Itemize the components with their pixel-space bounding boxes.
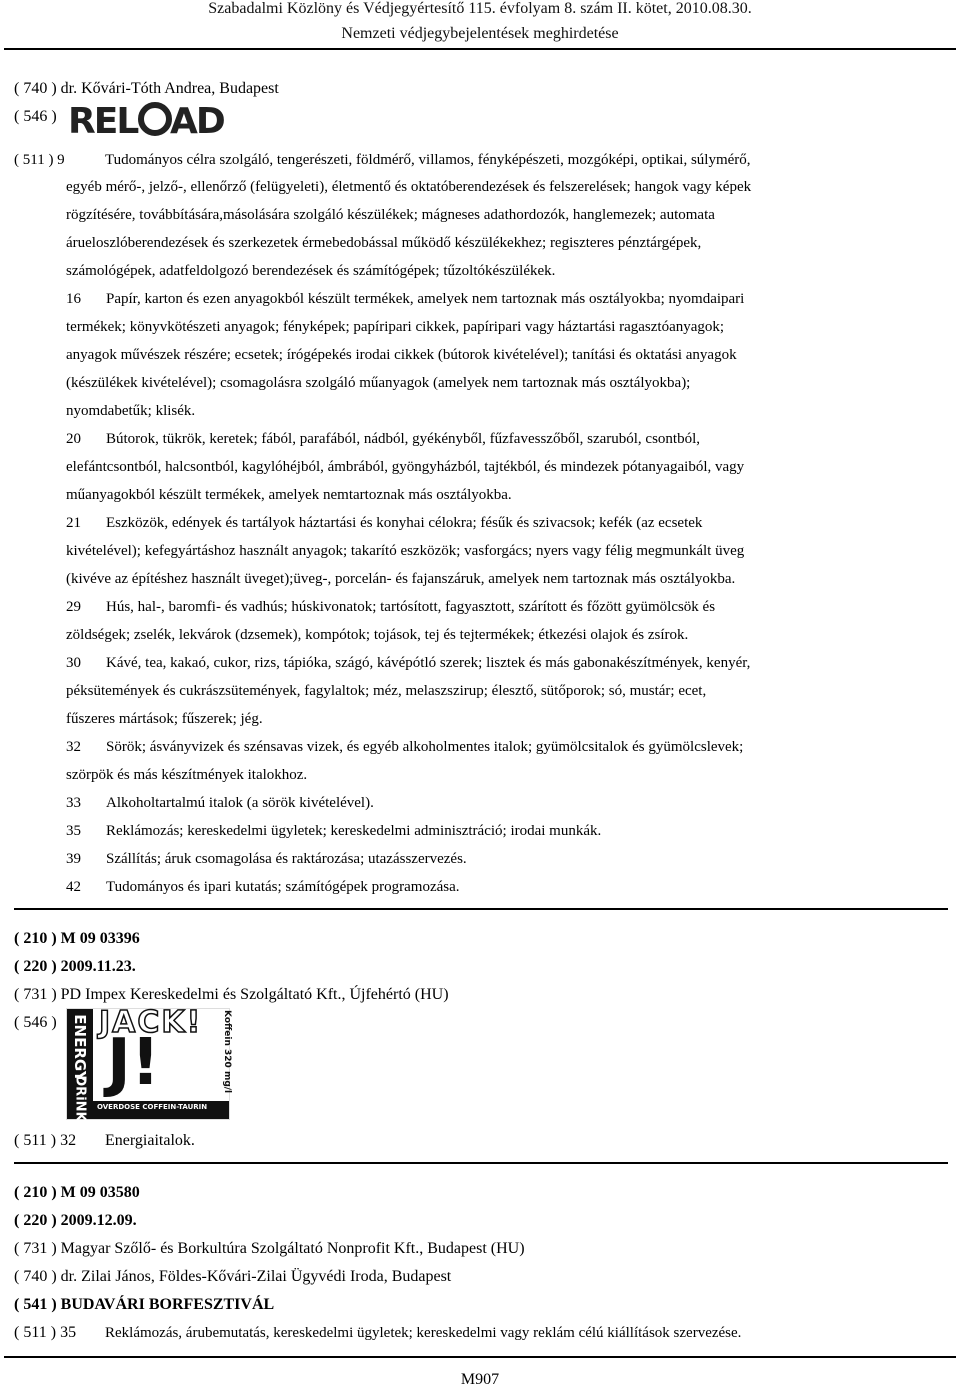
logo-jack-text: JACK! xyxy=(99,1005,203,1040)
header-subtitle: Nemzeti védjegybejelentések meghirdetése xyxy=(341,25,619,42)
class9-line: rögzítésére, továbbítására,másolására szolgáló készülékek; mágneses adathordozók, hanglemezek; automata xyxy=(66,207,715,223)
footer-rule xyxy=(4,1356,956,1358)
class-30-line: péksütemények és cukrászsütemények, fagylaltok; méz, melaszszirup; élesztő, sütőporok; só, mustár; ecet, xyxy=(66,683,707,699)
class-29-line: zöldségek; zselék, lekvárok (dzsemek), kompótok; tojások, tej és tejtermékek; étkezési olajok és zsírok. xyxy=(66,627,689,643)
class-text: Hús, hal-, baromfi- és vadhús; húskivonatok; tartósított, fagyasztott, szárított és főzött gyümölcsök és xyxy=(106,599,716,615)
svg-text:AD: AD xyxy=(170,101,224,142)
logo-energy-text: ENERGY xyxy=(71,1014,89,1082)
class-text: Alkoholtartalmú italok (a sörök kivételével). xyxy=(106,795,374,811)
page-number: M907 xyxy=(460,1371,500,1388)
logo-big-letter: J! xyxy=(107,1026,160,1100)
entry2-field-511-text: Energiaitalok. xyxy=(105,1132,195,1149)
class-number: 42 xyxy=(66,879,81,895)
class-text: Sörök; ásványvizek és szénsavas vizek, és egyéb alkoholmentes italok; gyümölcsitalok és gyümölcslevek; xyxy=(106,739,744,755)
class-20-line xyxy=(66,430,700,448)
class-30-line xyxy=(66,654,750,672)
class-21-line xyxy=(66,514,702,532)
entry2-field-546-label: ( 546 ) xyxy=(14,1014,57,1031)
class9-line: számológépek, adatfeldolgozó berendezések és számítógépek; tűzoltókészülékek. xyxy=(66,263,556,279)
entry2-field-220: ( 220 ) 2009.11.23. xyxy=(14,958,136,975)
class-32-line xyxy=(66,738,743,756)
class-35-line xyxy=(66,822,601,840)
class-number: 32 xyxy=(66,739,81,755)
class-39-line xyxy=(66,850,467,868)
class-number: 20 xyxy=(66,431,81,447)
entry3-field-731: ( 731 ) Magyar Szőlő- és Borkultúra Szolgáltató Nonprofit Kft., Budapest (HU) xyxy=(14,1240,525,1257)
logo-drink-text: DRiNK xyxy=(72,1075,88,1122)
logo-overdose-text: OVERDOSE COFFEIN-TAURIN xyxy=(97,1103,208,1111)
logo-side-text: Koffein 320 mg/l xyxy=(222,1010,232,1094)
header-rule xyxy=(4,48,956,50)
entry1-field-740: ( 740 ) dr. Kővári-Tóth Andrea, Budapest xyxy=(14,80,279,97)
class-32-line: szörpök és más készítmények italokhoz. xyxy=(66,767,308,783)
class-33-line xyxy=(66,794,374,812)
class-16-line: nyomdabetűk; klisék. xyxy=(66,403,196,419)
entry1-field-546-label: ( 546 ) xyxy=(14,108,57,125)
header-title: Szabadalmi Közlöny és Védjegyértesítő 115. évfolyam 8. szám II. kötet, 2010.08.30. xyxy=(208,0,752,17)
entry3-field-511-text: Reklámozás, árubemutatás, kereskedelmi ügyletek; kereskedelmi vagy reklám célú kiállítások szervezése. xyxy=(105,1325,742,1341)
class-20-line: műanyagokból készült termékek, amelyek nemtartoznak más osztályokba. xyxy=(66,487,512,503)
class-number: 29 xyxy=(66,599,81,615)
class-29-line xyxy=(66,598,715,616)
class-text: Reklámozás; kereskedelmi ügyletek; kereskedelmi adminisztráció; irodai munkák. xyxy=(106,823,602,839)
class-text: Szállítás; áruk csomagolása és raktározása; utazásszervezés. xyxy=(106,851,467,867)
class-number: 21 xyxy=(66,515,81,531)
entry1-field-511-label: ( 511 ) 9 xyxy=(14,152,65,168)
class-21-line: kivételével); kefegyártáshoz használt anyagok; takarító eszközök; vasforgács; nyers vagy félig megmunkált üveg xyxy=(66,543,745,559)
class9-first-line: Tudományos célra szolgáló, tengerészeti, földmérő, villamos, fényképészeti, mozgóképi, optikai, súlymérő, xyxy=(105,152,751,168)
entry3-field-220: ( 220 ) 2009.12.09. xyxy=(14,1212,137,1229)
class-number: 33 xyxy=(66,795,81,811)
class-number: 35 xyxy=(66,823,81,839)
entry2-field-511-label: ( 511 ) 32 xyxy=(14,1132,77,1149)
class-text: Tudományos és ipari kutatás; számítógépek programozása. xyxy=(106,879,460,895)
class-number: 39 xyxy=(66,851,81,867)
class-text: Kávé, tea, kakaó, cukor, rizs, tápióka, szágó, kávépótló szerek; lisztek és más gabonakészítmények, kenyér, xyxy=(106,655,751,671)
class-42-line xyxy=(66,878,460,896)
class9-line: egyéb mérő-, jelző-, ellenőrző (felügyeleti), életmentő és oktatóberendezések és felszerelések; hangok vagy képek xyxy=(66,179,752,195)
entry2-field-210: ( 210 ) M 09 03396 xyxy=(14,930,140,947)
class-number: 16 xyxy=(66,291,81,307)
entry-separator xyxy=(14,908,948,910)
reload-logo xyxy=(68,100,228,142)
class-16-line xyxy=(66,290,744,308)
class-16-line: anyagok művészek részére; ecsetek; írógépekés irodai cikkek (bútorok kivételével); tanítási és oktatási anyagok xyxy=(66,347,737,363)
entry3-field-740: ( 740 ) dr. Zilai János, Földes-Kővári-Zilai Ügyvédi Iroda, Budapest xyxy=(14,1268,452,1285)
class-text: Eszközök, edények és tartályok háztartási és konyhai célokra; fésűk és szivacsok; kefék (az ecsetek xyxy=(106,515,703,531)
entry3-field-210: ( 210 ) M 09 03580 xyxy=(14,1184,140,1201)
svg-text:REL: REL xyxy=(68,101,138,142)
class-30-line: fűszeres mártások; fűszerek; jég. xyxy=(66,711,263,727)
entry3-field-511-label: ( 511 ) 35 xyxy=(14,1324,77,1341)
class-20-line: elefántcsontból, halcsontból, kagylóhéjból, ámbrából, gyöngyházból, tajtékból, és mindezek pótanyagaiból, vagy xyxy=(66,459,745,475)
jack-energy-drink-logo xyxy=(66,1005,232,1122)
class-16-line: termékek; könyvkötészeti anyagok; fényképek; papíripari cikkek, papíripari vagy háztartási ragasztóanyagok; xyxy=(66,319,725,335)
entry3-field-541: ( 541 ) BUDAVÁRI BORFESZTIVÁL xyxy=(14,1296,275,1313)
class-text: Bútorok, tükrök, keretek; fából, parafából, nádból, gyékényből, fűzfavesszőből, szaruból, csontból, xyxy=(106,431,701,447)
class-text: Papír, karton és ezen anyagokból készült termékek, amelyek nem tartoznak más osztályokba; nyomdaipari xyxy=(106,291,745,307)
entry2-field-731: ( 731 ) PD Impex Kereskedelmi és Szolgáltató Kft., Újfehértó (HU) xyxy=(14,986,449,1003)
class-16-line: (készülékek kivételével); csomagolásra szolgáló műanyagok (amelyek nem tartoznak más osztályokba); xyxy=(66,375,691,391)
class-21-line: (kivéve az építéshez használt üveget);üveg-, porcelán- és fajanszáruk, amelyek nem tartoznak más osztályokba. xyxy=(66,571,736,587)
class-number: 30 xyxy=(66,655,81,671)
entry-separator xyxy=(14,1162,948,1164)
class9-line: árueloszlóberendezések és szerkezetek érmebedobással működő készülékekhez; regiszteres pénztárgépek, xyxy=(66,235,702,251)
